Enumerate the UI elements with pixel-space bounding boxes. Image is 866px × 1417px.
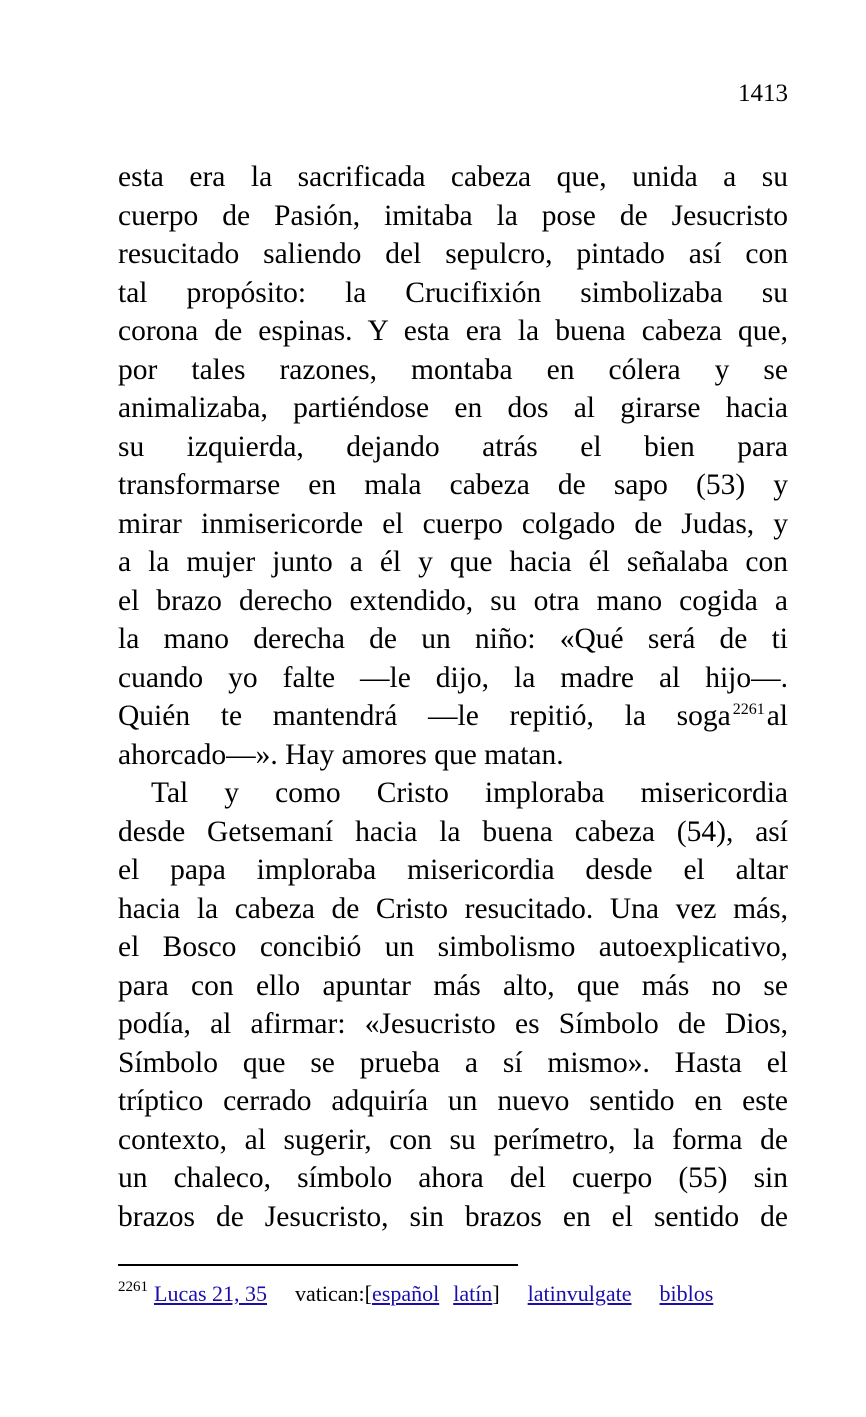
- latin-link[interactable]: latín: [453, 1281, 493, 1306]
- text-line: podía, al afirmar: «Jesucristo es Símbolo de Dios,: [118, 1008, 788, 1040]
- text-line: corona de espinas. Y esta era la buena cabeza que,: [118, 315, 788, 347]
- text-line: Tal y como Cristo imploraba misericordia: [151, 777, 788, 809]
- text-line: resucitado saliendo del sepulcro, pintado así con: [118, 238, 788, 270]
- text-line: por tales razones, montaba en cólera y se: [118, 353, 788, 386]
- text-line: el Bosco concibió un simbolismo autoexplicativo,: [118, 931, 788, 963]
- text-line: Símbolo que se prueba a sí mismo». Hasta el: [118, 1046, 788, 1079]
- footnote-number: 2261: [118, 1279, 148, 1295]
- text-line: [118, 697, 788, 736]
- text-line: transformarse en mala cabeza de sapo (53) y: [118, 469, 788, 501]
- espanol-link[interactable]: español: [372, 1281, 440, 1306]
- text-line: a la mujer junto a él y que hacia él señalaba con: [118, 546, 788, 578]
- page-number: 1413: [738, 80, 788, 107]
- footnote-reference[interactable]: 2261: [732, 701, 765, 718]
- text-line: hacia la cabeza de Cristo resucitado. Una vez más,: [118, 892, 788, 925]
- bracket-close: ]: [492, 1281, 500, 1306]
- lucas-link[interactable]: Lucas 21, 35: [154, 1281, 268, 1306]
- text-line: el brazo derecho extendido, su otra mano cogida a: [118, 584, 788, 617]
- text-line: contexto, al sugerir, con su perímetro, la forma de: [118, 1123, 788, 1156]
- text-line: ahorcado—». Hay amores que matan.: [118, 738, 564, 771]
- text-line: animalizaba, partiéndose en dos al girarse hacia: [118, 392, 788, 424]
- text-line: el papa imploraba misericordia desde el altar: [118, 854, 788, 886]
- text-line: un chaleco, símbolo ahora del cuerpo (55) sin: [118, 1162, 788, 1194]
- biblos-link[interactable]: biblos: [659, 1281, 714, 1306]
- latinvulgate-link[interactable]: latinvulgate: [527, 1281, 632, 1306]
- text-segment: Quién te mantendrá —le repitió, la soga: [118, 700, 731, 732]
- text-line: su izquierda, dejando atrás el bien para: [118, 430, 788, 463]
- footnote-divider: [118, 1264, 518, 1266]
- text-line: brazos de Jesucristo, sin brazos en el sentido de: [118, 1200, 788, 1233]
- text-line: esta era la sacrificada cabeza que, unida a su: [118, 161, 788, 193]
- text-line: mirar inmisericorde el cuerpo colgado de Judas, y: [118, 507, 788, 540]
- text-line: tal propósito: la Crucifixión simbolizaba su: [118, 276, 788, 309]
- text-line: cuerpo de Pasión, imitaba la pose de Jesucristo: [118, 199, 788, 232]
- vatican-label: vatican:[: [295, 1281, 372, 1306]
- text-segment: al: [766, 700, 788, 732]
- text-line: la mano derecha de un niño: «Qué será de ti: [118, 623, 788, 655]
- text-line: para con ello apuntar más alto, que más no se: [118, 969, 788, 1002]
- text-line: desde Getsemaní hacia la buena cabeza (54), así: [118, 815, 788, 848]
- body-text: [118, 158, 788, 1236]
- footnote: [118, 1281, 713, 1307]
- text-line: tríptico cerrado adquiría un nuevo sentido en este: [118, 1085, 788, 1117]
- text-line: cuando yo falte —le dijo, la madre al hijo—.: [118, 661, 788, 694]
